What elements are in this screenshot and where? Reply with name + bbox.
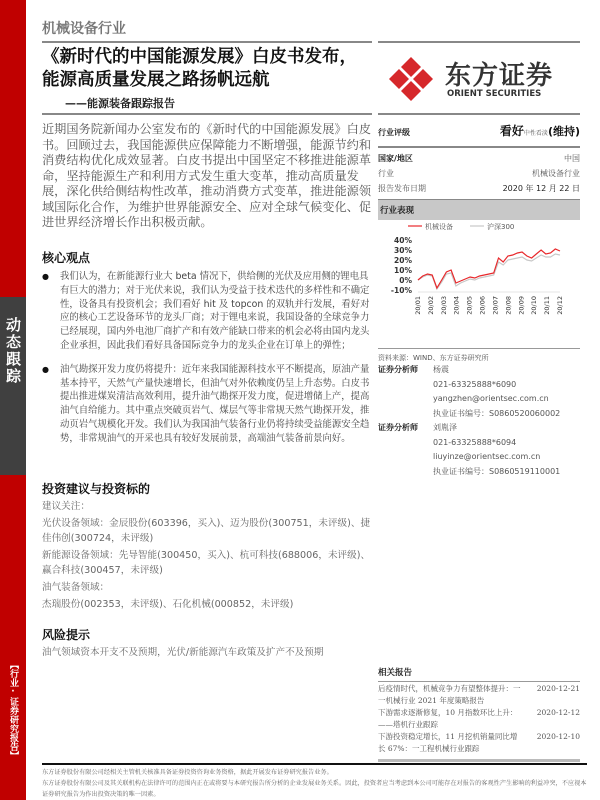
legend-label: 沪深300 <box>487 223 515 231</box>
invest-line: 新能源设备领域：先导智能(300450，买入)、杭可科技(688006，未评级)、赢合科技(300457，未评级) <box>42 550 371 576</box>
analyst-phone: 021-63325888*6090 <box>433 379 517 389</box>
rating-panel <box>378 121 580 201</box>
invest-line: 杰瑞股份(002353，未评级)、石化机械(000852，未评级) <box>42 599 294 610</box>
page-title <box>42 46 372 92</box>
divider <box>42 763 587 765</box>
x-tick-label: 20/10 <box>530 296 539 315</box>
logo-text-en: ORIENT SECURITIES <box>447 89 542 99</box>
company-logo <box>385 45 575 105</box>
risk-section <box>42 627 372 660</box>
analyst-label <box>378 392 433 407</box>
y-tick-label: 10% <box>394 266 412 275</box>
sidebar-bottom-band <box>0 475 26 800</box>
y-tick-label: 0% <box>399 276 412 285</box>
x-tick-label: 20/01 <box>414 296 422 315</box>
report-type-label: 【行业·证券研究报告】 <box>8 660 18 760</box>
series-line-机械设备 <box>418 249 560 288</box>
industry-label: 机械设备行业 <box>42 21 126 37</box>
investment-section <box>42 481 372 612</box>
rating-status: (维持) <box>547 125 580 138</box>
x-tick-label: 20/02 <box>426 296 435 315</box>
invest-line: 建议关注： <box>42 501 90 512</box>
report-title: 下游投资稳定增长，11 月挖机销量同比增 <box>378 732 518 741</box>
report-date: 2020-12-12 <box>536 708 580 717</box>
x-tick-label: 20/08 <box>504 296 513 315</box>
analyst-row <box>378 421 580 436</box>
x-tick-label: 20/12 <box>556 296 564 315</box>
analyst-row <box>378 407 580 422</box>
x-tick-label: 20/03 <box>439 296 448 315</box>
analyst-label <box>378 378 433 393</box>
analyst-row <box>378 378 580 393</box>
report-title-cont: 一机械行业 2021 年度策略报告 <box>378 696 485 705</box>
title-line-1: 《新时代的中国能源发展》白皮书发布， <box>42 47 357 67</box>
section-heading: 投资建议与投资标的 <box>42 482 151 496</box>
invest-line: 油气装备领域： <box>42 582 110 593</box>
section-label: 动态跟踪 <box>4 317 22 385</box>
analyst-row <box>378 392 580 407</box>
info-value: 中国 <box>564 154 580 163</box>
analyst-label <box>378 450 433 465</box>
analyst-row <box>378 465 580 480</box>
performance-panel <box>378 200 580 363</box>
disclaimer-line: 东方证券股份有限公司及其关联机构在法律许可的范围内正在或将要与本研究报告所分析的企业发展业务关系。因此，投资者应当考虑到本公司可能存在对报告的客观性产生影响的利益冲突，不应视本证券研究报告为作出投资决策的唯一因素。 <box>42 780 587 798</box>
analyst-label <box>378 465 433 480</box>
related-report-item[interactable] <box>378 731 580 755</box>
analyst-email[interactable]: liuyinze@orientsec.com.cn <box>433 452 541 461</box>
analyst-name: 刘胤泽 <box>433 423 457 432</box>
invest-line: 光伏设备领域：金辰股份(603396，买入)、迈为股份(300751，未评级)、捷佳伟创(300724，未评级) <box>42 518 371 544</box>
related-reports <box>378 667 580 755</box>
bullet-item: ● 油气勘探开发力度仍将提升：近年来我国能源科技水平不断提高，原油产量基本持平，天然气产量快速增长，但油气对外依赖度仍呈上升态势。白皮书提出推进煤炭清洁高效利用，提升油气勘探开发力度，促进增储上产，提高油气自给能力。其中重点突破页岩气、煤层气等非常规天然气勘探开发，推动页岩气规模化开发。我们认为我国油气装备行业仍将持续受益能源安全趋势，非常规油气的开采也具有较好发展前景，高端油气装备前景向好。 <box>42 363 372 446</box>
report-date: 2020-12-21 <box>536 684 580 693</box>
disclaimer <box>42 767 587 800</box>
analysts-panel <box>378 363 580 479</box>
y-tick-label: -10% <box>390 286 412 295</box>
x-tick-label: 20/04 <box>452 296 461 315</box>
section-heading: 核心观点 <box>42 251 91 265</box>
divider <box>42 113 372 115</box>
chart-title: 行业表现 <box>378 200 580 220</box>
bullet-item: ● 我们认为，在新能源行业大 beta 情况下，供给侧的光伏及应用侧的锂电具有巨大的潜力；对于光伏来说，我们认为受益于技术迭代的多样性和不确定性，设备具有投资机会；我们看好 hit 及 topcon 的双轨并行发展，看好对应的核心工艺设备环节的龙头厂商；对于锂电来说，我国设备的全球竞争力已经展现，国内外电池厂商扩产和有效产能缺口带来的机会必将由国内龙头企业承担，因此我们看好具备国际竞争力的龙头企业在订单上的弹性； <box>42 270 372 353</box>
sidebar-top-band <box>0 0 26 297</box>
analyst-label: 证券分析师 <box>378 423 418 432</box>
divider <box>42 41 372 43</box>
core-views-section <box>42 250 372 446</box>
analyst-label <box>378 436 433 451</box>
rating-scale: 中性看淡 <box>523 130 548 137</box>
section-heading: 风险提示 <box>42 628 91 642</box>
risk-text: 油气领域资本开支不及预期，光伏/新能源汽车政策及扩产不及预期 <box>42 647 324 658</box>
analyst-label <box>378 407 433 422</box>
analyst-cert: 执业证书编号：S0860519110001 <box>433 466 561 476</box>
x-tick-label: 20/05 <box>465 296 474 315</box>
info-key: 国家/地区 <box>378 154 413 163</box>
info-key: 报告发布日期 <box>378 184 426 193</box>
y-tick-label: 40% <box>394 236 412 245</box>
legend-label: 机械设备 <box>425 223 453 231</box>
analyst-label: 证券分析师 <box>378 365 418 374</box>
related-report-item[interactable] <box>378 683 580 707</box>
report-title-cont: 长 67%：一工程机械行业跟踪 <box>378 744 480 753</box>
x-tick-label: 20/11 <box>543 296 552 315</box>
info-value: 2020 年 12 月 22 日 <box>502 184 580 193</box>
x-tick-label: 20/07 <box>491 296 500 315</box>
sidebar-section-band <box>0 297 26 475</box>
divider <box>378 41 580 43</box>
x-tick-label: 20/09 <box>517 296 526 315</box>
rating-value: 看好 <box>499 124 524 138</box>
performance-chart <box>378 220 580 340</box>
analyst-phone: 021-63325888*6094 <box>433 437 517 447</box>
title-line-2: 能源高质量发展之路扬帆远航 <box>42 70 270 90</box>
analyst-row <box>378 436 580 451</box>
divider <box>378 759 580 762</box>
logo-text-cn: 东方证券 <box>445 61 554 91</box>
analyst-cert: 执业证书编号：S0860520060002 <box>433 408 561 418</box>
report-title-cont: ——塔机行业跟踪 <box>378 720 438 729</box>
report-title: 后疫情时代，机械竞争力有望整体提升：一 <box>378 684 521 693</box>
y-tick-label: 20% <box>394 256 412 265</box>
info-key: 行业 <box>378 169 394 178</box>
summary-paragraph: 近期国务院新闻办公室发布的《新时代的中国能源发展》白皮书。回顾过去，我国能源供应保障能力不断增强，能源节约和消费结构优化成效显著。白皮书提出中国坚定不移推进能源革命，坚持能源生产和利用方式发生重大变革，推动高质量发展，深化供给侧结构性改革，推动消费方式变革，推进能源领域国际化合作，为维护世界能源安全、应对全球气候变化、促进世界经济增长作出积极贡献。 <box>42 122 372 229</box>
divider <box>378 113 580 115</box>
analyst-email[interactable]: yangzhen@orientsec.com.cn <box>433 394 549 403</box>
analyst-row <box>378 450 580 465</box>
info-value: 机械设备行业 <box>532 169 580 178</box>
disclaimer-line: 东方证券股份有限公司经相关主管机关核准具备证券投资咨询业务资格，据此开展发布证券研究报告业务。 <box>42 769 333 776</box>
report-title: 下游需求逐渐修复，10 月指数环比上升： <box>378 708 518 717</box>
related-report-item[interactable] <box>378 707 580 731</box>
subtitle: ——能源装备跟踪报告 <box>65 97 175 110</box>
y-tick-label: 30% <box>394 246 412 255</box>
rating-label: 行业评级 <box>378 127 410 137</box>
analyst-name: 杨震 <box>433 365 449 374</box>
chart-source: 资料来源：WIND、东方证券研究所 <box>378 348 580 363</box>
x-tick-label: 20/06 <box>478 296 487 315</box>
section-heading: 相关报告 <box>378 667 580 682</box>
analyst-row <box>378 363 580 378</box>
report-date: 2020-12-10 <box>536 732 580 741</box>
